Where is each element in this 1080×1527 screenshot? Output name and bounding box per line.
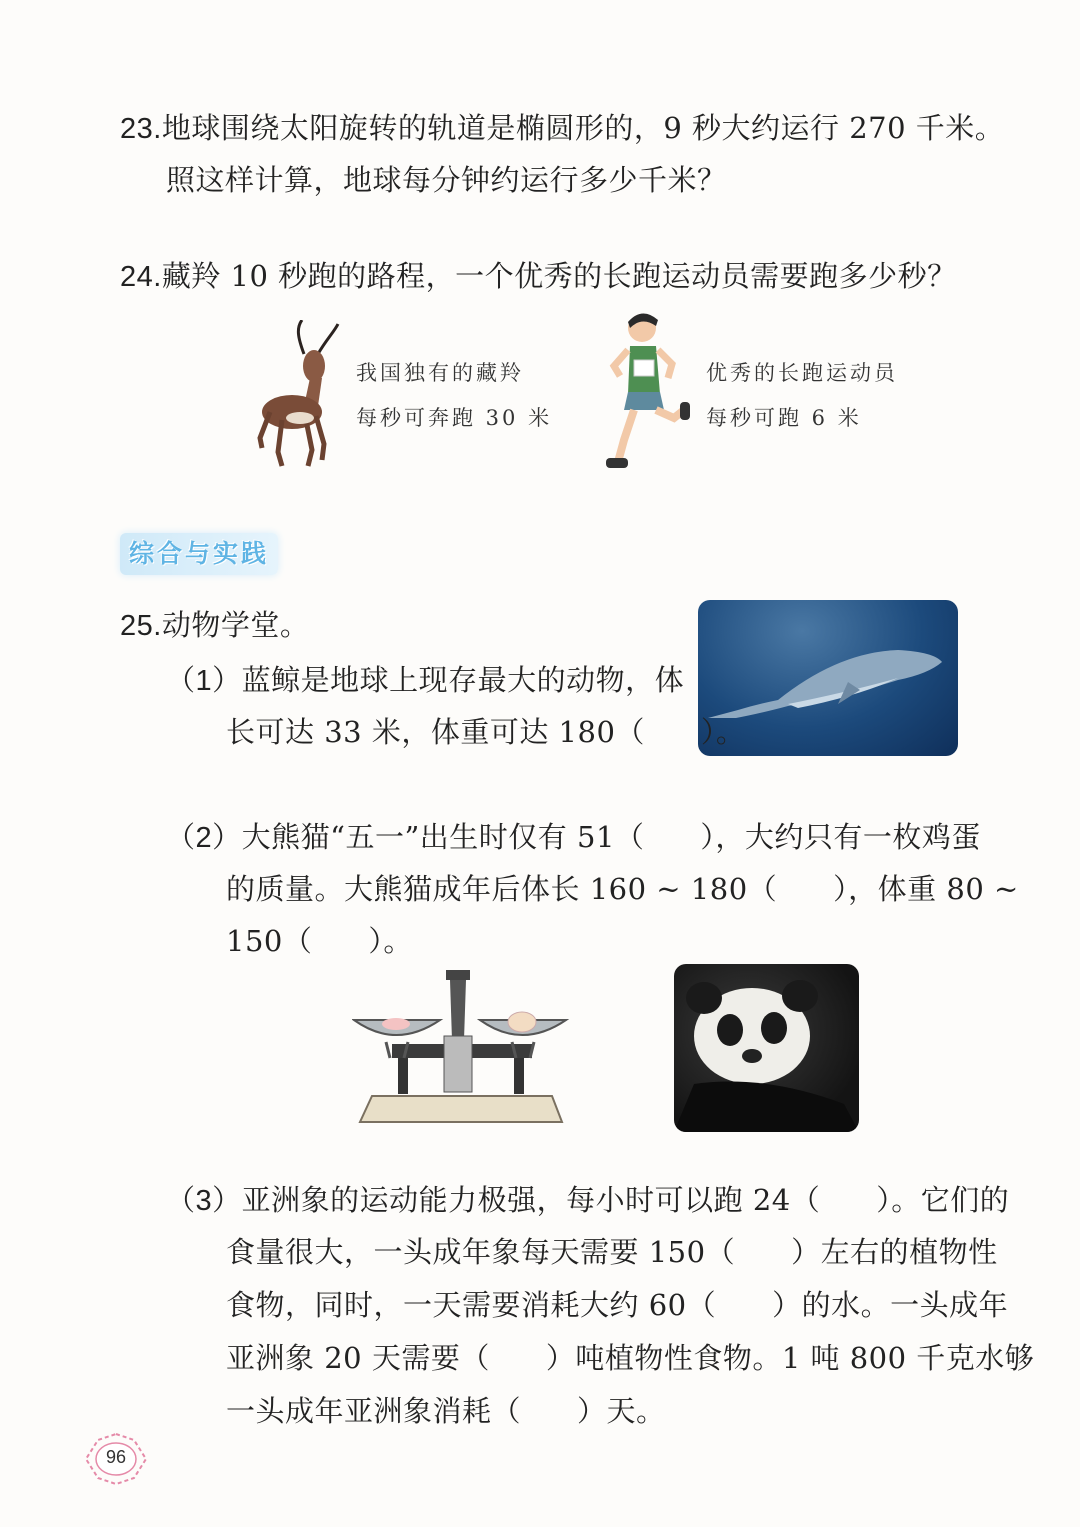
q25-1-label: （1） xyxy=(166,665,242,697)
q25-3-text-d: ）左右的植物性 xyxy=(791,1235,998,1269)
runner-caption-line2: 每秒可跑 6 米 xyxy=(706,406,862,430)
q25-title: 动物学堂。 xyxy=(161,608,310,642)
q23-line2: 照这样计算，地球每分钟约运行多少千米？ xyxy=(166,163,727,197)
q25-1-line1 xyxy=(166,658,684,699)
q25-3-text-a: 亚洲象的运动能力极强，每小时可以跑 24（ xyxy=(241,1183,821,1217)
q25-3-text-b: ）。它们的 xyxy=(876,1183,1010,1217)
q23-number: 23. xyxy=(120,113,162,145)
tibetan-antelope-illustration xyxy=(252,320,352,470)
q25-number: 25. xyxy=(120,610,162,642)
q25-3-line5 xyxy=(226,1389,666,1430)
runner-caption-line1: 优秀的长跑运动员 xyxy=(706,361,898,385)
q25-2-label: （2） xyxy=(166,822,242,854)
q23-text-line1: 地球围绕太阳旋转的轨道是椭圆形的，9 秒大约运行 270 千米。 xyxy=(161,111,1005,145)
q25-2-text-e: 150（ xyxy=(226,924,313,958)
q24-number: 24. xyxy=(120,261,162,293)
q25-2-text-d: ），体重 80 ~ xyxy=(833,872,1019,906)
q23-line1 xyxy=(120,106,1004,147)
q25-3-text-h: ）吨植物性食物。1 吨 800 千克水够 xyxy=(545,1341,1035,1375)
q25-title-line xyxy=(120,603,309,644)
q25-3-text-j: ）天。 xyxy=(577,1394,666,1428)
q25-3-text-e: 食物，同时，一天需要消耗大约 60（ xyxy=(226,1288,717,1322)
q25-1-text-b: ）。 xyxy=(700,715,746,749)
q25-3-text-c: 食量很大，一头成年象每天需要 150（ xyxy=(226,1235,736,1269)
q25-1-line2 xyxy=(226,710,745,751)
q25-3-text-f: ）的水。一头成年 xyxy=(772,1288,1009,1322)
q25-3-text-g: 亚洲象 20 天需要（ xyxy=(226,1341,490,1375)
q25-3-label: （3） xyxy=(166,1185,242,1217)
q24-text: 藏羚 10 秒跑的路程，一个优秀的长跑运动员需要跑多少秒？ xyxy=(161,259,957,293)
q25-2-text-a: 大熊猫“五一”出生时仅有 51（ xyxy=(241,820,645,854)
q25-2-line2 xyxy=(226,867,1019,908)
section-heading-tag xyxy=(120,533,278,575)
page-number: 96 xyxy=(105,1447,127,1467)
q25-3-line4 xyxy=(226,1336,1034,1377)
antelope-caption-line1: 我国独有的藏羚 xyxy=(356,361,524,385)
runner-illustration xyxy=(602,306,698,474)
q25-1-text-a: 长可达 33 米，体重可达 180（ xyxy=(226,715,645,749)
q25-3-line1 xyxy=(166,1178,1009,1219)
section-heading: 综合与实践 xyxy=(128,539,269,568)
q25-3-line2 xyxy=(226,1230,998,1271)
balance-scale-illustration xyxy=(352,962,570,1132)
q25-2-line3 xyxy=(226,919,413,960)
q25-1-text-line1: 蓝鲸是地球上现存最大的动物，体 xyxy=(241,663,685,697)
q25-2-text-f: ）。 xyxy=(368,924,413,958)
antelope-caption-line2: 每秒可奔跑 30 米 xyxy=(356,406,553,430)
panda-shape xyxy=(674,964,859,1132)
q24-line1 xyxy=(120,254,957,295)
page-number-badge xyxy=(84,1432,148,1486)
q25-2-text-c: 的质量。大熊猫成年后体长 160 ~ 180（ xyxy=(226,872,778,906)
q25-2-text-b: ），大约只有一枚鸡蛋 xyxy=(700,820,981,854)
q25-3-line3 xyxy=(226,1283,1008,1324)
giant-panda-photo xyxy=(674,964,859,1132)
q25-2-line1 xyxy=(166,815,981,856)
q25-3-text-i: 一头成年亚洲象消耗（ xyxy=(226,1394,522,1428)
